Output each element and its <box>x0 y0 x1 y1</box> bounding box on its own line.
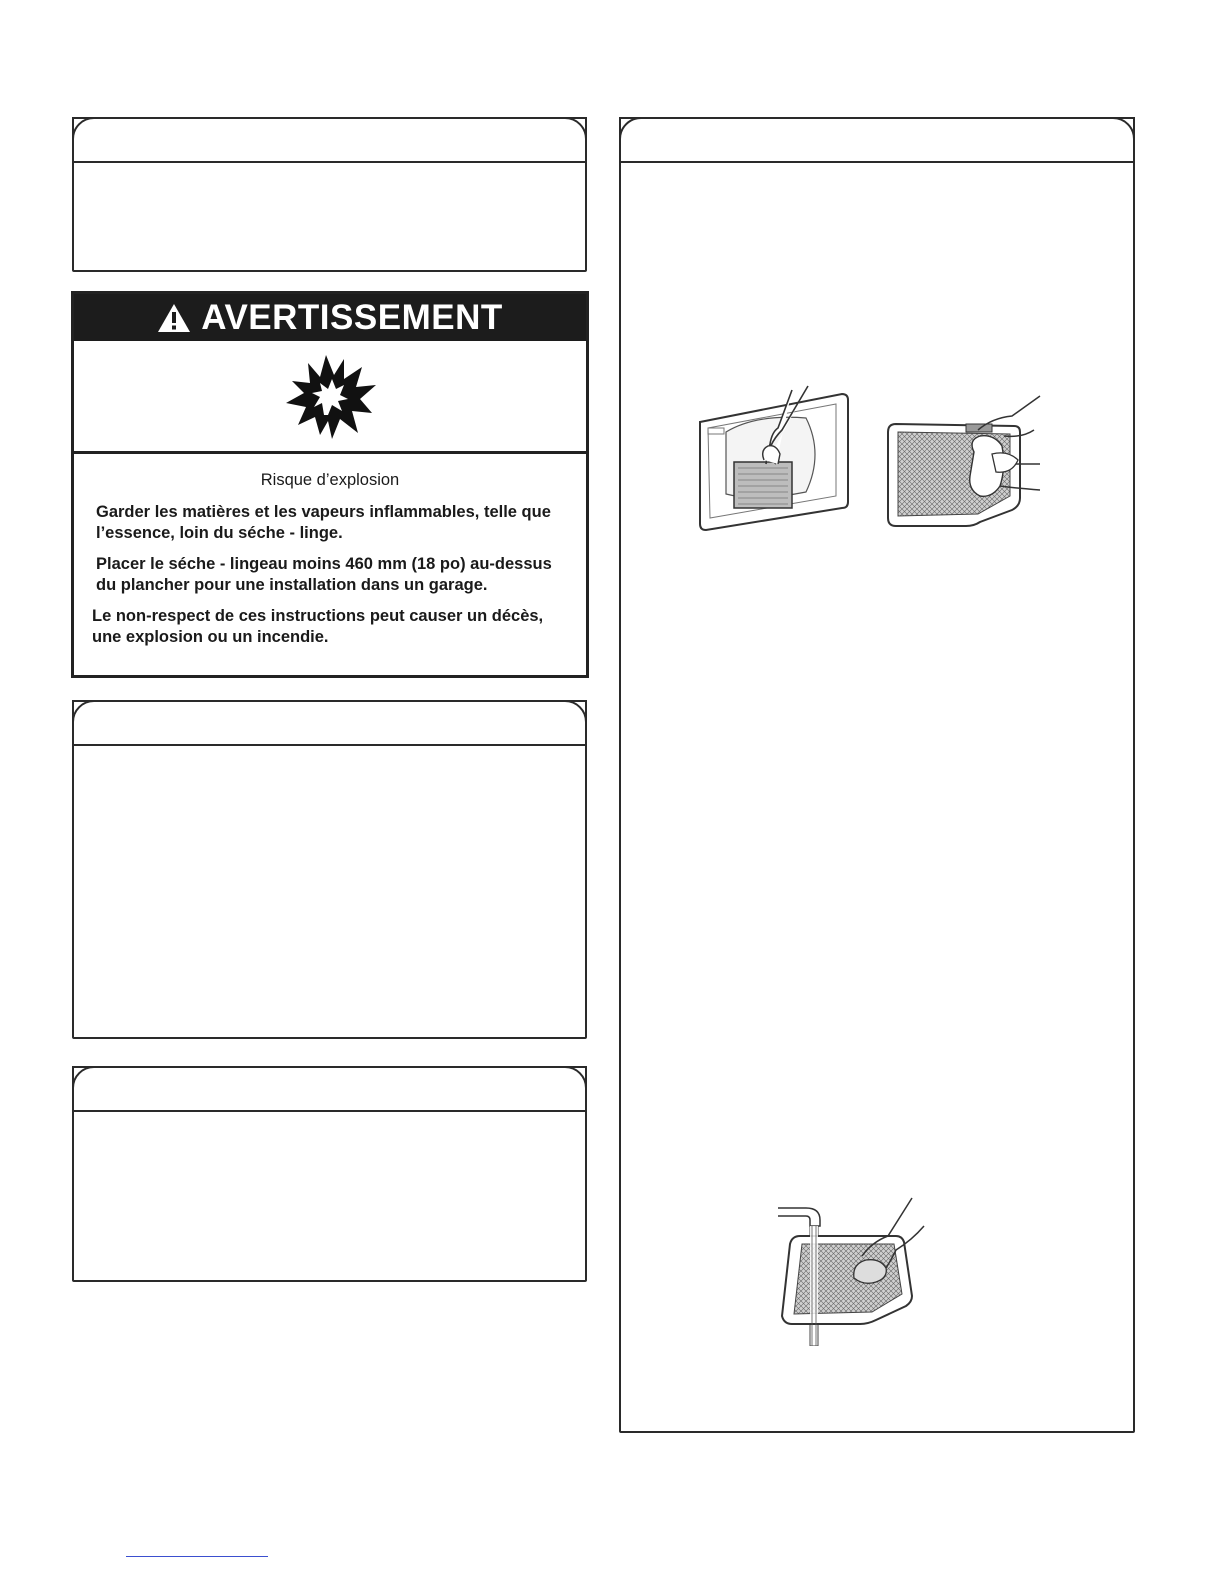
warning-paragraph-1: Garder les matières et les vapeurs inflammables, telle que l’essence, loin du séche - linge. <box>96 503 551 542</box>
section-panel-1 <box>72 117 587 272</box>
lint-filter-removal-illustration <box>696 384 852 534</box>
warning-triangle-icon <box>157 303 191 333</box>
section-panel-3 <box>72 700 587 1039</box>
section-panel-1-tab <box>72 117 587 163</box>
lint-screen-washing-illustration <box>776 1196 926 1346</box>
warning-header <box>74 294 586 341</box>
section-panel-4 <box>72 1066 587 1282</box>
warning-header-label: AVERTISSEMENT <box>201 297 503 337</box>
explosion-icon <box>282 351 378 441</box>
warning-title: Risque d’explosion <box>260 471 400 489</box>
warning-symbol-area <box>74 341 586 454</box>
warning-paragraph-2: Placer le séche - lingeau moins 460 mm (18 po) au-dessus du plancher pour une installation dans un garage. <box>96 555 552 594</box>
footer-link-underline[interactable] <box>126 1556 268 1557</box>
section-panel-4-tab <box>72 1066 587 1112</box>
warning-text <box>74 454 586 675</box>
section-panel-2-tab <box>619 117 1135 163</box>
lint-screen-wiping-illustration <box>882 394 1044 534</box>
warning-box <box>71 291 589 678</box>
warning-paragraph-3: Le non-respect de ces instructions peut causer un décès, une explosion ou un incendie. <box>92 607 544 646</box>
section-panel-3-tab <box>72 700 587 746</box>
